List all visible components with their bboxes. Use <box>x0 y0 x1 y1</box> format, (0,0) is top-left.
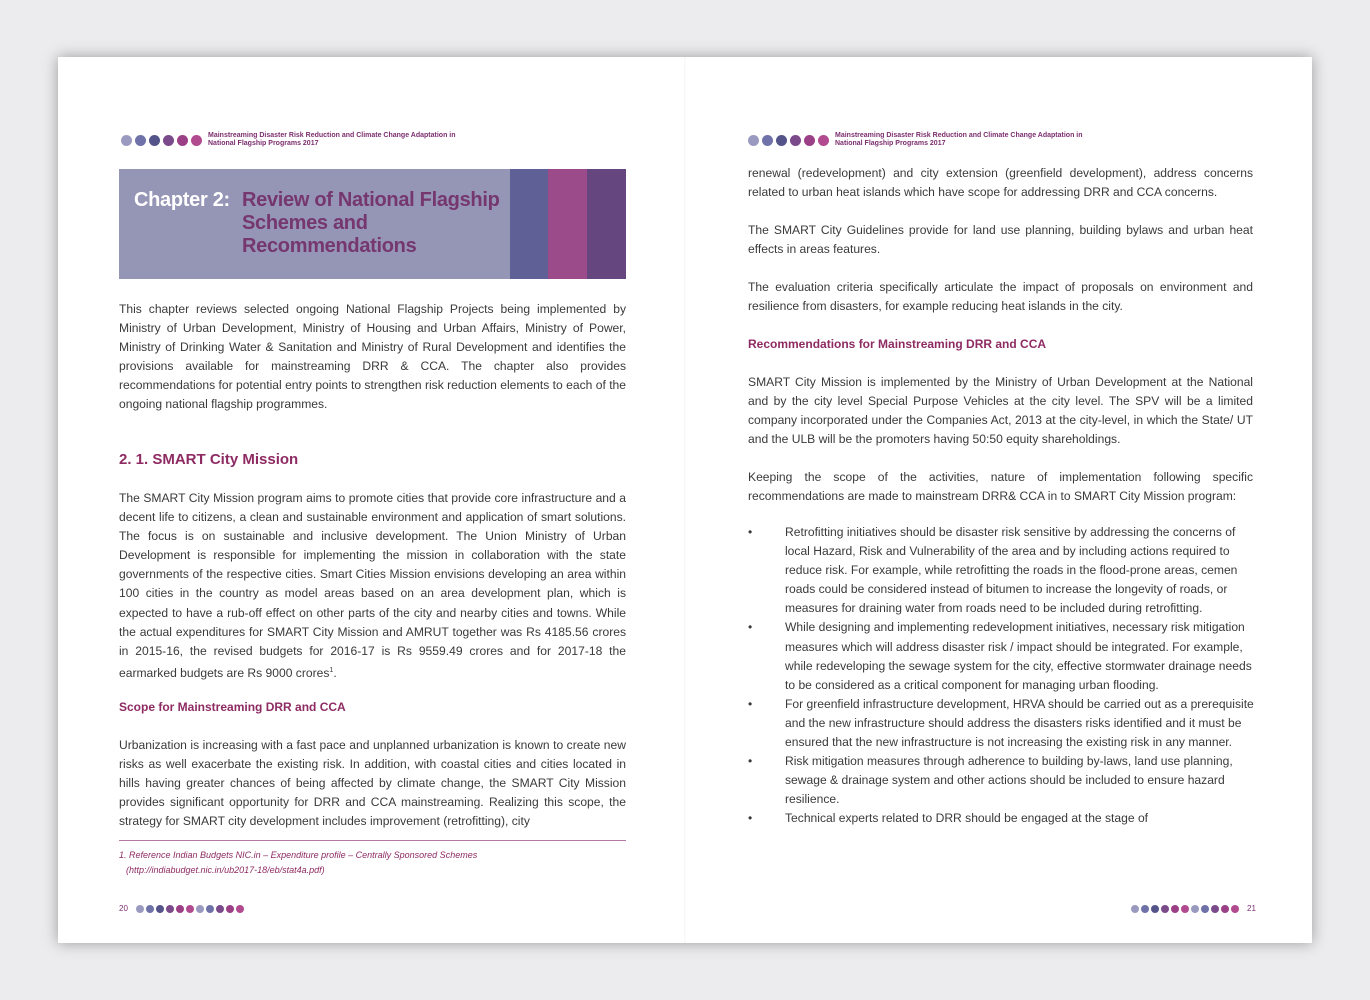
header-line-1: Mainstreaming Disaster Risk Reduction and Climate Change Adaptation in <box>208 132 456 139</box>
recommendations-heading: Recommendations for Mainstreaming DRR and CCA <box>748 337 1047 351</box>
list-item <box>748 695 1254 752</box>
header-line-1: Mainstreaming Disaster Risk Reduction and Climate Change Adaptation in <box>835 132 1083 139</box>
right-paragraph-3: The evaluation criteria specifically articulate the impact of proposals on environment and resilience from disasters, for example reducing heat islands in the city. <box>748 280 1253 314</box>
footnote <box>119 848 477 878</box>
scope-body: Urbanization is increasing with a fast pace and unplanned urbanization is known to create new risks as well exacerbate the existing risk. In addition, with coastal cities and cities located in hills having greater chances of being affected by climate change, the SMART City Mission provides significant opportunity for DRR and CCA mainstreaming. Realizing this scope, the strategy for SMART city development includes improvement (retrofitting), city <box>119 738 626 829</box>
footnote-ref: 1 <box>329 666 334 674</box>
page-gutter <box>684 57 686 943</box>
header-dots-icon <box>748 135 829 146</box>
right-paragraph-5: Keeping the scope of the activities, nature of implementation following specific recommendations are made to mainstream DRR& CCA in to SMART City Mission program: <box>748 470 1253 504</box>
chapter-title: Review of National Flagship Schemes and Recommendations <box>242 189 500 257</box>
footnote-line-2: (http://indiabudget.nic.in/ub2017-18/eb/stat4a.pdf) <box>126 865 325 875</box>
header-dots-icon <box>121 135 202 146</box>
banner-stripe <box>510 169 548 279</box>
footer-dots-icon <box>1131 905 1239 913</box>
list-item <box>748 809 1254 828</box>
section-heading: 2. 1. SMART City Mission <box>119 451 299 468</box>
right-page-footer <box>1131 904 1256 913</box>
right-paragraph-2: The SMART City Guidelines provide for land use planning, building bylaws and urban heat effects in areas features. <box>748 223 1253 257</box>
bullet-icon: • <box>748 525 753 539</box>
right-paragraph-1: renewal (redevelopment) and city extension (greenfield development), address concerns related to urban heat islands which have scope for addressing DRR and CCA concerns. <box>748 166 1253 200</box>
footnote-line-1: 1. Reference Indian Budgets NIC.in – Expenditure profile – Centrally Sponsored Schemes <box>119 850 478 860</box>
list-item <box>748 618 1254 694</box>
header-text <box>208 132 456 148</box>
list-item <box>748 523 1254 618</box>
chapter-banner <box>119 169 626 279</box>
chapter-label: Chapter 2: <box>134 189 230 211</box>
banner-stripe <box>587 169 626 279</box>
header-line-2: National Flagship Programs 2017 <box>835 140 946 147</box>
list-item <box>748 752 1254 809</box>
page-number: 20 <box>119 904 128 913</box>
bullet-icon: • <box>748 696 753 711</box>
banner-stripe <box>548 169 587 279</box>
right-paragraph-4: SMART City Mission is implemented by the Ministry of Urban Development at the National and by the city level Special Purpose Vehicles at the city level. The SPV will be a limited company incorporated under the Companies Act, 2013 at the city-level, in which the State/ UT and the ULB will be the promoters having 50:50 equity shareholdings. <box>748 375 1253 447</box>
left-page-footer <box>119 904 244 913</box>
section-body-end: . <box>333 665 337 680</box>
list-item-text: Retrofitting initiatives should be disaster risk sensitive by addressing the concerns of local Hazard, Risk and Vulnerability of the area and by including actions required to reduce risk. For example, while retrofitting the roads in the flood-prone areas, cemen roads could be considered instead of bitumen to increase the longevity of roads, or measures for draining water from roads need to be included during retrofitting. <box>785 525 1238 616</box>
section-body-text: The SMART City Mission program aims to promote cities that provide core infrastructure and a decent life to citizens, a clean and sustainable environment and application of smart solutions. The focus is on sustainable and inclusive development. The Union Ministry of Urban Development is responsible for implementing the mission in collaboration with the state governments of the respective cities. Smart Cities Mission envisions developing an area within 100 cities in the country as model areas based on an area development plan, which is expected to have a rub-off effect on other parts of the city and nearby cities and towns. While the actual expenditures for SMART City Mission and AMRUT together was Rs 4185.56 crores in 2015-16, the revised budgets for 2016-17 is Rs 9559.49 crores and for 2017-18 the earmarked budgets are Rs 9000 crores <box>119 491 626 680</box>
scope-heading: Scope for Mainstreaming DRR and CCA <box>119 700 346 714</box>
section-body <box>119 489 626 683</box>
header-line-2: National Flagship Programs 2017 <box>208 140 319 147</box>
list-item-text: Risk mitigation measures through adherence to building by-laws, land use planning, sewage & drainage system and other actions should be included to ensure hazard resilience. <box>785 754 1233 807</box>
list-item-text: While designing and implementing redevelopment initiatives, necessary risk mitigation measures which will address disaster risk / impact should be integrated. For example, while redeveloping the sewage system for the city, effective stormwater drainage needs to be considered as a critical component for managing urban flooding. <box>785 620 1252 692</box>
bullet-icon: • <box>748 811 753 826</box>
right-running-header <box>748 132 1083 148</box>
intro-paragraph: This chapter reviews selected ongoing National Flagship Projects being implemented by Ministry of Urban Development, Ministry of Housing and Urban Affairs, Ministry of Power, Ministry of Drinking Water & Sanitation and Ministry of Rural Development and identifies the provisions available for mainstreaming DRR & CCA. The chapter also provides recommendations for potential entry points to strengthen risk reduction elements to each of the ongoing national flagship programmes. <box>119 302 626 412</box>
page-number: 21 <box>1247 904 1256 913</box>
bullet-icon: • <box>748 620 753 635</box>
footer-dots-icon <box>136 905 244 913</box>
left-running-header <box>121 132 456 148</box>
list-item-text: For greenfield infrastructure development, HRVA should be carried out as a prerequisite and the new infrastructure should address the disasters risks identified and it must be ensured that the new infrastructure is not increasing the existing risk in any manner. <box>785 696 1254 750</box>
list-item-text: Technical experts related to DRR should be engaged at the stage of <box>785 811 1149 826</box>
bullet-icon: • <box>748 754 753 769</box>
document-spread <box>58 57 1312 943</box>
header-text <box>835 132 1083 148</box>
footnote-rule <box>119 840 626 841</box>
recommendations-list <box>748 523 1254 829</box>
